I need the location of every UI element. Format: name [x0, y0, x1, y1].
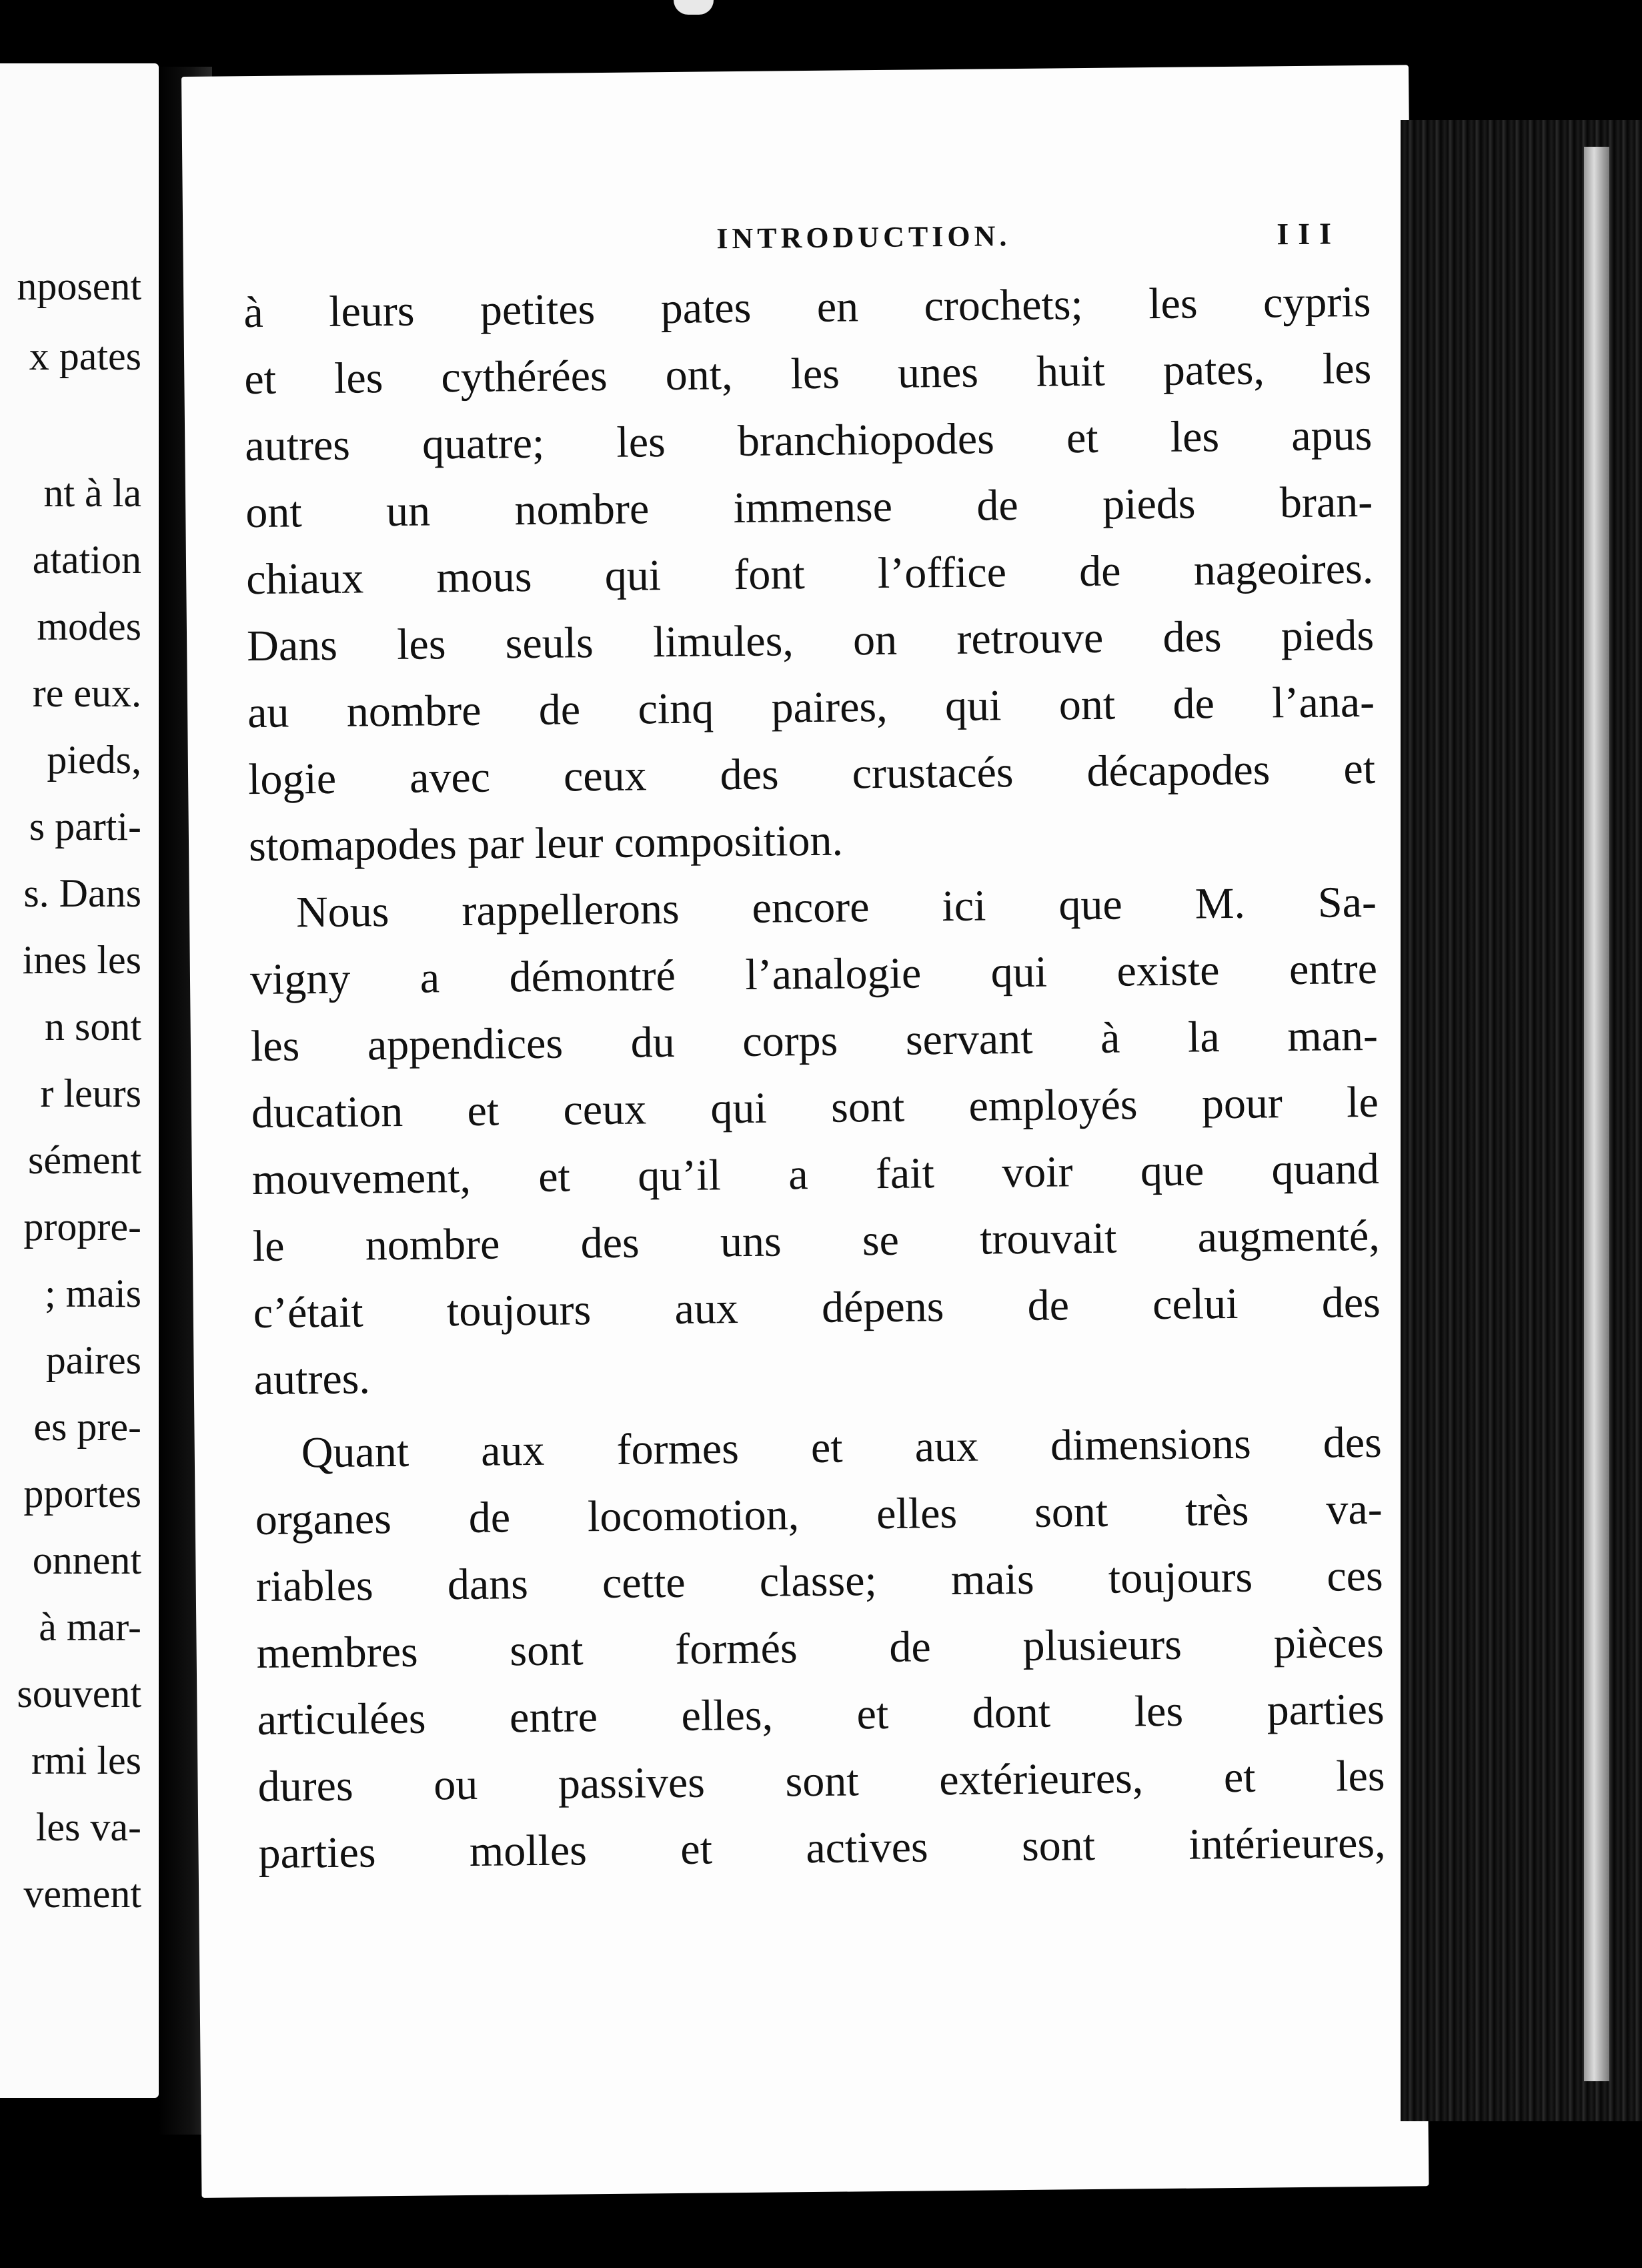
- left-page-line: re eux.: [32, 671, 141, 715]
- text-line: stomapodes par leur composition.: [248, 816, 844, 871]
- text-line: et les cythérées ont, les unes huit pates, les: [244, 344, 1372, 404]
- text-line: mouvement, et qu’il a fait voir que quand: [251, 1144, 1380, 1205]
- left-page-line: vement: [23, 1872, 141, 1916]
- cover-highlight: [1584, 147, 1609, 2081]
- paragraph-start-line: Nous rappellerons encore ici que M. Sa-: [295, 877, 1377, 937]
- left-page-line: es pre-: [33, 1405, 141, 1449]
- left-page-line: modes: [37, 604, 141, 648]
- page-number: III: [1277, 216, 1341, 251]
- text-line: autres.: [253, 1354, 371, 1405]
- text-line: au nombre de cinq paires, qui ont de l’ana-: [247, 677, 1375, 738]
- text-line: logie avec ceux des crustacés décapodes et: [247, 744, 1376, 804]
- text-line: vigny a démontré l’analogie qui existe entre: [249, 944, 1378, 1005]
- scan-top-mark: [674, 0, 714, 15]
- left-page-line: x pates: [29, 334, 141, 378]
- left-page-line: sément: [28, 1138, 141, 1182]
- text-line: c’était toujours aux dépens de celui des: [253, 1277, 1381, 1338]
- paragraph-start-line: Quant aux formes et aux dimensions des: [301, 1418, 1383, 1478]
- text-line: parties molles et actives sont intérieures,: [258, 1818, 1386, 1878]
- left-page-line: ; mais: [45, 1271, 141, 1315]
- text-line: riables dans cette classe; mais toujours ces: [255, 1551, 1384, 1612]
- text-line: les appendices du corps servant à la man-: [250, 1011, 1379, 1071]
- left-page-line: propre-: [23, 1205, 141, 1249]
- running-head: [183, 215, 1411, 273]
- left-page-line: souvent: [17, 1672, 141, 1716]
- previous-page-fragment: [0, 63, 159, 2098]
- text-line: ont un nombre immense de pieds bran-: [245, 477, 1373, 538]
- text-line: ducation et ceux qui sont employés pour le: [251, 1077, 1379, 1138]
- left-page-line: n sont: [44, 1005, 141, 1049]
- left-page-line: paires: [45, 1338, 141, 1382]
- text-line: dures ou passives sont extérieures, et les: [257, 1751, 1385, 1812]
- text-line: chiaux mous qui font l’office de nageoires.: [245, 544, 1374, 604]
- left-page-line: pieds,: [47, 738, 141, 782]
- left-page-line: ines les: [22, 938, 141, 982]
- left-page-line: rmi les: [31, 1738, 141, 1782]
- left-page-line: à mar-: [39, 1605, 141, 1649]
- left-page-line: atation: [32, 538, 141, 582]
- text-line: articulées entre elles, et dont les parties: [257, 1684, 1385, 1745]
- text-line: à leurs petites pates en crochets; les cypris: [243, 277, 1371, 338]
- left-page-line: les va-: [35, 1805, 141, 1849]
- text-line: membres sont formés de plusieurs pièces: [256, 1618, 1384, 1678]
- text-line: organes de locomotion, elles sont très va-: [255, 1484, 1383, 1545]
- left-page-line: nposent: [17, 264, 141, 308]
- left-page-line: onnent: [32, 1538, 141, 1582]
- left-page-line: r leurs: [40, 1071, 141, 1115]
- left-page-line: pportes: [23, 1472, 141, 1516]
- left-page-line: s. Dans: [23, 871, 141, 915]
- text-line: Dans les seuls limules, on retrouve des pieds: [246, 610, 1375, 671]
- running-head-title: INTRODUCTION.: [716, 219, 1011, 255]
- text-line: autres quatre; les branchiopodes et les apus: [244, 410, 1373, 471]
- main-page: [181, 65, 1429, 2198]
- left-page-line: s parti-: [29, 804, 141, 848]
- left-page-line: nt à la: [43, 471, 141, 515]
- text-line: le nombre des uns se trouvait augmenté,: [252, 1211, 1381, 1271]
